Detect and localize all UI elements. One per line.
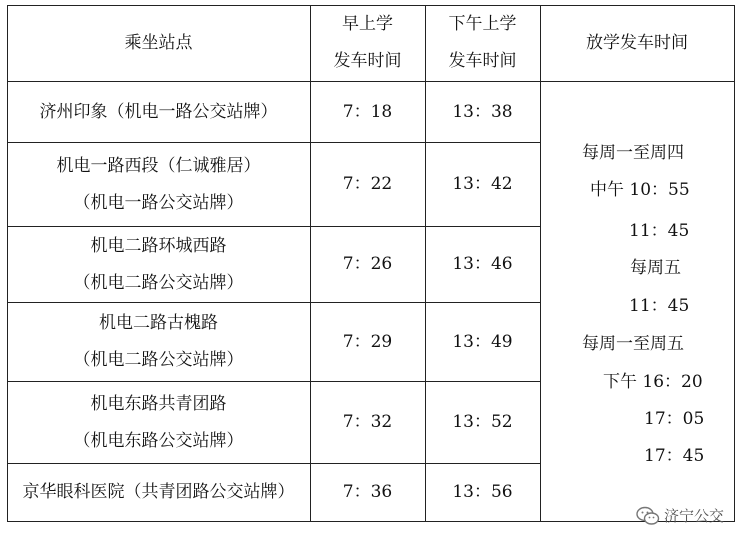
morning-time: 7：26	[342, 254, 393, 274]
station-cell: 济州印象（机电一路公交站牌）	[39, 101, 278, 122]
morning-time: 7：18	[342, 101, 393, 122]
morning-time: 7：32	[342, 412, 393, 432]
return-schedule-line: 11：45	[629, 296, 690, 316]
wechat-icon	[636, 506, 660, 526]
afternoon-time: 13：38	[452, 101, 513, 122]
watermark-text: 济宁公交	[663, 507, 724, 525]
table-border-bottom	[7, 521, 735, 522]
afternoon-time: 13：42	[452, 174, 513, 194]
header-afternoon: 下午上学 发车时间	[448, 14, 517, 71]
return-schedule-line: 每周一至周五	[582, 334, 684, 354]
station-cell: 京华眼科医院（共青团路公交站牌）	[22, 482, 295, 502]
header-return: 放学发车时间	[586, 32, 688, 53]
afternoon-time: 13：52	[452, 412, 513, 432]
return-schedule-line: 每周一至周四	[582, 143, 684, 163]
return-schedule-line: 下午 16：20	[603, 372, 703, 392]
return-schedule-line: 每周五	[630, 258, 681, 278]
afternoon-time: 13：49	[452, 331, 513, 352]
afternoon-time: 13：56	[452, 482, 513, 502]
header-station: 乘坐站点	[124, 32, 193, 53]
table-border-right	[734, 5, 735, 522]
return-schedule-line: 17：45	[644, 446, 705, 466]
station-cell: 机电二路环城西路 （机电二路公交站牌）	[73, 235, 244, 293]
morning-time: 7：29	[342, 331, 393, 352]
col-divider	[540, 5, 541, 522]
return-schedule-line: 中午 10：55	[590, 180, 690, 200]
station-cell: 机电一路西段（仁诚雅居） （机电一路公交站牌）	[56, 155, 261, 213]
bus-schedule-table	[7, 5, 735, 522]
watermark	[636, 505, 724, 526]
return-schedule-line: 11：45	[629, 221, 690, 241]
station-cell: 机电东路共青团路 （机电东路公交站牌）	[73, 393, 244, 451]
afternoon-time: 13：46	[452, 254, 513, 274]
station-cell: 机电二路古槐路 （机电二路公交站牌）	[73, 313, 244, 370]
morning-time: 7：22	[342, 174, 393, 194]
header-morning: 早上学 发车时间	[333, 14, 402, 71]
morning-time: 7：36	[342, 482, 393, 502]
return-schedule-line: 17：05	[644, 409, 705, 429]
